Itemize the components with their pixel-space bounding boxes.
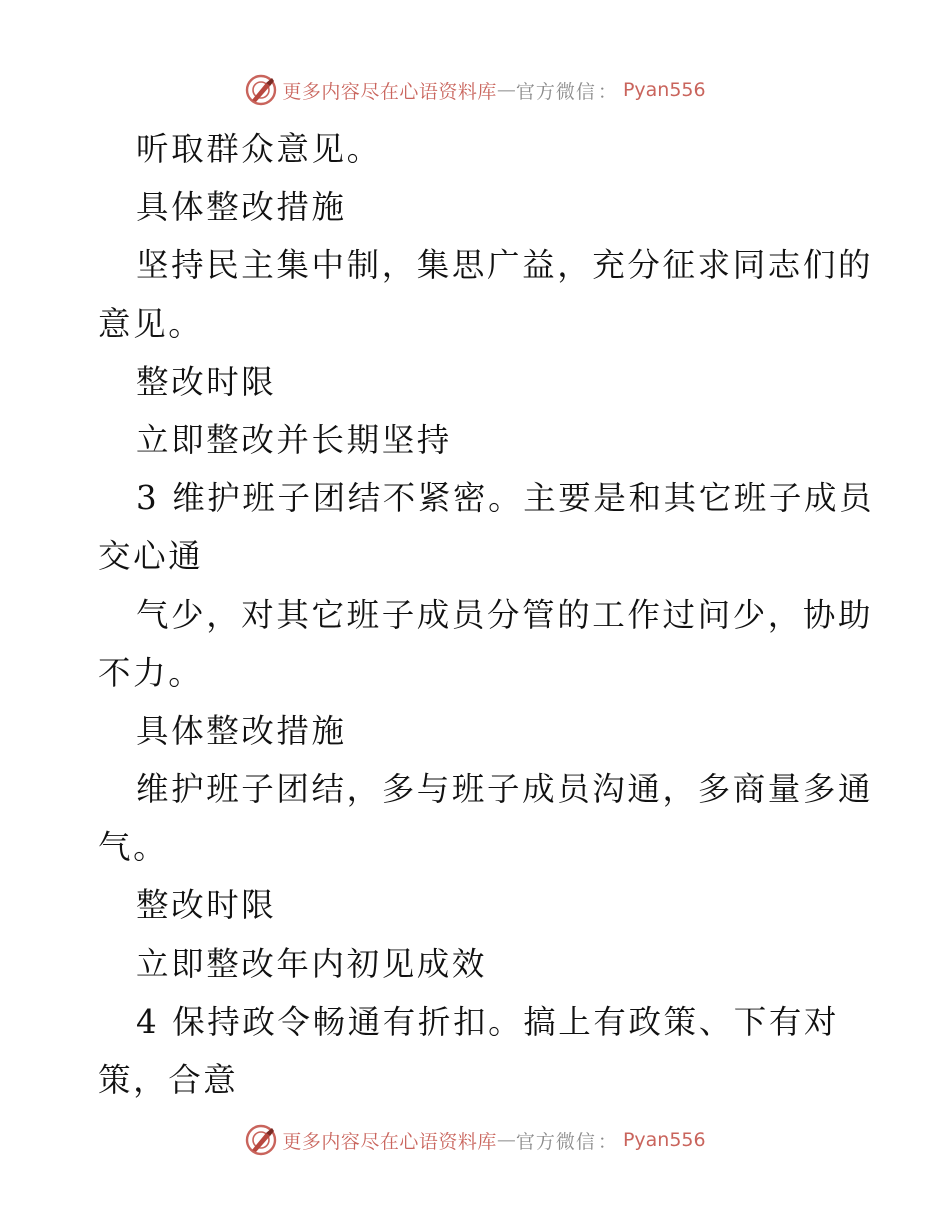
footer-watermark bbox=[0, 1122, 950, 1158]
text-line: 坚持民主集中制，集思广益，充分征求同志们的 bbox=[136, 246, 874, 285]
text-line: 整改时限 bbox=[136, 886, 277, 925]
watermark-wechat-label: 官方微信 bbox=[515, 80, 596, 103]
document-body bbox=[98, 120, 875, 1109]
watermark-wechat-id: Pyan556 bbox=[622, 79, 706, 101]
text-line: 具体整改措施 bbox=[136, 711, 347, 750]
header-watermark bbox=[0, 72, 950, 108]
text-line: 交心通 bbox=[98, 537, 204, 576]
text-line: 不力。 bbox=[98, 653, 204, 692]
watermark-dash: — bbox=[496, 1129, 516, 1151]
watermark-separator: ： bbox=[597, 1130, 617, 1153]
text-line: 维护班子团结，多与班子成员沟通，多商量多通 bbox=[136, 770, 874, 809]
text-line: 4 保持政令畅通有折扣。搞上有政策、下有对 bbox=[136, 1002, 840, 1041]
watermark-text: 更多内容尽在心语资料库 bbox=[282, 1130, 497, 1153]
watermark-text: 更多内容尽在心语资料库 bbox=[282, 80, 497, 103]
text-line: 意见。 bbox=[98, 304, 204, 343]
text-line: 具体整改措施 bbox=[136, 188, 347, 227]
text-line: 策，合意 bbox=[98, 1061, 239, 1099]
watermark-dash: — bbox=[496, 79, 516, 101]
pen-logo-icon bbox=[244, 73, 278, 107]
watermark-separator: ： bbox=[597, 80, 617, 103]
text-line: 立即整改并长期坚持 bbox=[136, 420, 452, 459]
pen-logo-icon bbox=[244, 1123, 278, 1157]
text-line: 立即整改年内初见成效 bbox=[136, 944, 488, 983]
text-line: 气少，对其它班子成员分管的工作过问少，协助 bbox=[136, 595, 874, 634]
watermark-wechat-label: 官方微信 bbox=[515, 1130, 596, 1153]
text-line: 气。 bbox=[98, 828, 169, 867]
text-line: 3 维护班子团结不紧密。主要是和其它班子成员 bbox=[136, 479, 875, 518]
text-line: 整改时限 bbox=[136, 362, 277, 401]
watermark-wechat-id: Pyan556 bbox=[622, 1129, 706, 1151]
text-line: 听取群众意见。 bbox=[136, 130, 382, 168]
